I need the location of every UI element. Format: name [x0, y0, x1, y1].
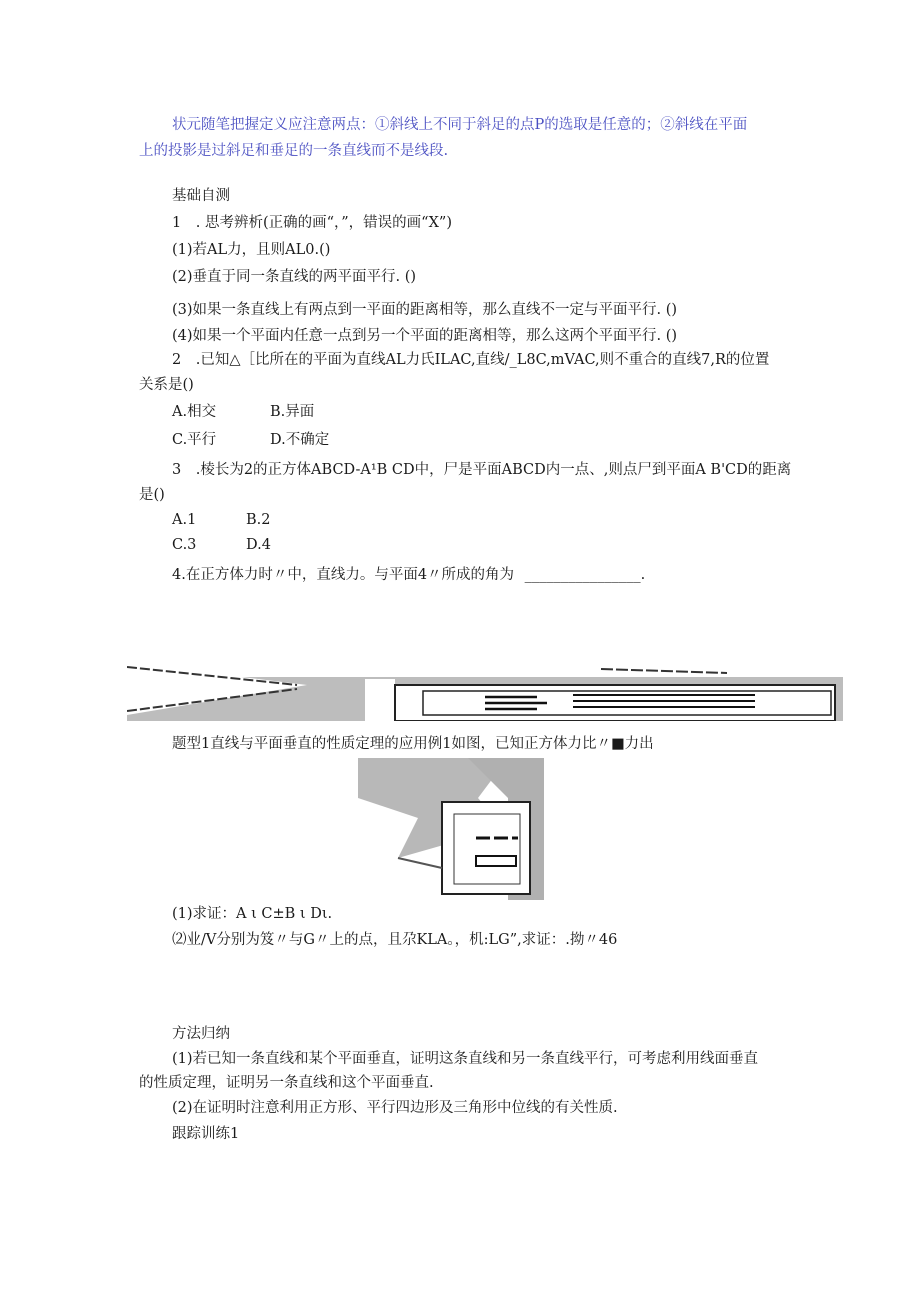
follow-up-heading: 跟踪训练1 [172, 1126, 240, 1142]
q3-option-b: B.2 [246, 512, 271, 528]
q2-option-c: C.平行 [172, 432, 217, 448]
cube-figure [358, 758, 544, 900]
section-banner-graphic [127, 663, 843, 721]
q3-option-c: C.3 [172, 537, 197, 553]
method-heading: 方法归纳 [172, 1026, 230, 1042]
self-test-heading: 基础自测 [172, 188, 230, 204]
note-line-2: 上的投影是过斜足和垂足的一条直线而不是线段. [139, 143, 449, 159]
method-p1-line-2: 的性质定理，证明另一条直线和这个平面垂直. [139, 1075, 434, 1091]
q2-option-b: B.异面 [270, 404, 315, 420]
q2-stem-2: 关系是() [139, 377, 194, 393]
q4-answer-blank: ________________. [524, 567, 646, 583]
q1-item-2: (2)垂直于同一条直线的两平面平行. () [172, 269, 417, 285]
q3-stem-1: 3 .棱长为2的正方体ABCD-A¹B CD中，尸是平面ABCD内一点、,则点尸到平面A B'CD的距离 [172, 462, 792, 478]
example-part-1: (1)求证：A ι C±B ι Dι. [172, 906, 333, 922]
q2-option-a: A.相交 [172, 404, 217, 420]
q1-item-1: (1)若AL力，且则AL0.() [172, 242, 331, 258]
note-line-1: 状元随笔把握定义应注意两点：①斜线上不同于斜足的点P的选取是任意的；②斜线在平面 [172, 117, 748, 133]
q4-stem [172, 565, 645, 585]
method-p2: (2)在证明时注意利用正方形、平行四边形及三角形中位线的有关性质. [172, 1100, 618, 1116]
q3-option-d: D.4 [246, 537, 271, 553]
example-heading: 题型1直线与平面垂直的性质定理的应用例1如图，已知正方体力比〃■力出 [172, 736, 654, 752]
q3-option-a: A.1 [172, 512, 197, 528]
example-part-2: ⑵业/V分别为笈〃与G〃上的点，且尕KLA。，机:LG”,求证：.拗〃46 [172, 932, 618, 948]
q1-item-3: (3)如果一条直线上有两点到一平面的距离相等，那么直线不一定与平面平行. () [172, 302, 678, 318]
q3-stem-2: 是() [139, 487, 165, 503]
q4-stem-text: 4.在正方体力时〃中，直线力。与平面4〃所成的角为 [172, 567, 515, 583]
q2-option-d: D.不确定 [270, 432, 330, 448]
q1-stem: 1 . 思考辨析(正确的画“，”，错误的画“X”) [172, 215, 452, 231]
q1-item-4: (4)如果一个平面内任意一点到另一个平面的距离相等，那么这两个平面平行. () [172, 328, 678, 344]
q2-stem-1: 2 .已知△［比所在的平面为直线AL力氏ILAC,直线/_L8C,mVAC,则不重合的直线7,R的位置 [172, 352, 770, 368]
method-p1-line-1: (1)若已知一条直线和某个平面垂直，证明这条直线和另一条直线平行，可考虑利用线面垂直 [172, 1051, 759, 1067]
